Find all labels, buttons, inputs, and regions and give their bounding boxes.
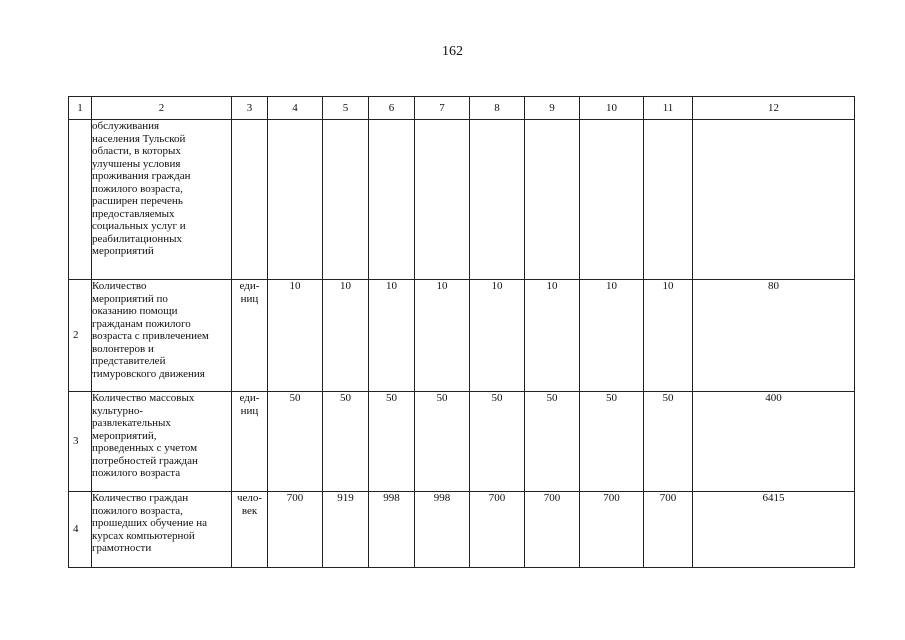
indicator-name-line: тимуровского движения: [92, 367, 205, 380]
page-number: 162: [442, 44, 463, 59]
value-cell: 700: [268, 492, 323, 568]
header-cell: 2: [92, 97, 232, 120]
value-cell: [470, 120, 525, 280]
indicator-name-line: Количество: [92, 280, 147, 292]
indicator-name-line: мероприятий: [92, 245, 154, 257]
unit-line: ниц: [240, 292, 259, 305]
table-row: [69, 392, 855, 492]
header-cell: 10: [580, 97, 644, 120]
indicator-name-line: оказанию помощи: [92, 305, 178, 317]
unit-line: еди-: [239, 392, 260, 404]
indicator-name-line: улучшены условия: [92, 157, 181, 170]
indicator-name-cell: [92, 280, 232, 392]
value-cell: [323, 120, 369, 280]
value-cell: 919: [323, 492, 369, 568]
indicator-name-line: гражданам пожилого: [92, 317, 191, 330]
row-number-cell: 4: [69, 492, 92, 568]
value-cell: 700: [525, 492, 580, 568]
header-cell: 5: [323, 97, 369, 120]
value-cell: 998: [415, 492, 470, 568]
row-number-cell: 2: [69, 280, 92, 392]
indicator-name-line: мероприятий по: [92, 292, 168, 305]
indicator-name-line: потребностей граждан: [92, 454, 198, 467]
indicator-name-line: обслуживания: [92, 120, 160, 132]
total-cell: 6415: [693, 492, 855, 568]
value-cell: 50: [369, 392, 415, 492]
indicator-name-line: Количество массовых: [92, 392, 195, 404]
header-cell: 12: [693, 97, 855, 120]
indicator-name-line: проведенных с учетом: [92, 442, 198, 454]
unit-line: век: [241, 504, 258, 517]
indicator-name-line: развлекательных: [92, 417, 171, 429]
header-cell: 8: [470, 97, 525, 120]
value-cell: 50: [470, 392, 525, 492]
value-cell: 998: [369, 492, 415, 568]
indicator-name-cell: [92, 492, 232, 568]
indicator-name-line: пожилого возраста,: [92, 182, 183, 195]
indicator-name-line: представителей: [92, 355, 166, 367]
indicator-name-line: возраста с привлечением: [92, 330, 209, 342]
indicator-name-cell: [92, 392, 232, 492]
indicator-name-line: социальных услуг и: [92, 220, 186, 232]
table-row: [69, 492, 855, 568]
value-cell: 10: [644, 280, 693, 392]
value-cell: 50: [525, 392, 580, 492]
value-cell: 50: [268, 392, 323, 492]
indicator-name-line: пожилого возраста: [92, 467, 181, 479]
row-number-cell: 3: [69, 392, 92, 492]
unit-line: ниц: [240, 404, 259, 417]
indicator-name-line: проживания граждан: [92, 170, 191, 182]
value-cell: 700: [580, 492, 644, 568]
value-cell: 10: [369, 280, 415, 392]
unit-cell: [232, 280, 268, 392]
value-cell: 10: [268, 280, 323, 392]
value-cell: [644, 120, 693, 280]
unit-cell: [232, 492, 268, 568]
indicator-name-line: мероприятий,: [92, 429, 157, 442]
value-cell: 50: [415, 392, 470, 492]
header-cell: 9: [525, 97, 580, 120]
total-cell: 400: [693, 392, 855, 492]
value-cell: [415, 120, 470, 280]
value-cell: 700: [644, 492, 693, 568]
value-cell: 10: [580, 280, 644, 392]
value-cell: 50: [580, 392, 644, 492]
table-row: [69, 280, 855, 392]
value-cell: 10: [470, 280, 525, 392]
indicator-name-line: населения Тульской: [92, 132, 186, 145]
unit-cell: [232, 392, 268, 492]
unit-line: еди-: [239, 280, 260, 292]
indicator-name-line: предоставляемых: [92, 207, 175, 220]
indicators-table: [68, 96, 855, 568]
value-cell: 10: [323, 280, 369, 392]
value-cell: [369, 120, 415, 280]
header-cell: 3: [232, 97, 268, 120]
indicator-name-line: расширен перечень: [92, 195, 183, 207]
indicator-name-line: реабилитационных: [92, 232, 183, 245]
header-cell: 7: [415, 97, 470, 120]
total-cell: 80: [693, 280, 855, 392]
table-row: [69, 120, 855, 280]
indicator-name-line: волонтеров и: [92, 342, 154, 355]
value-cell: 50: [644, 392, 693, 492]
indicator-name-line: грамотности: [92, 542, 152, 554]
indicator-name-line: области, в которых: [92, 145, 181, 157]
value-cell: 50: [323, 392, 369, 492]
header-cell: 11: [644, 97, 693, 120]
unit-line: чело-: [236, 492, 263, 504]
indicator-name-line: Количество граждан: [92, 492, 189, 504]
value-cell: 10: [415, 280, 470, 392]
value-cell: [525, 120, 580, 280]
unit-cell: [232, 120, 268, 280]
header-cell: 6: [369, 97, 415, 120]
header-cell: 1: [69, 97, 92, 120]
value-cell: 700: [470, 492, 525, 568]
value-cell: [268, 120, 323, 280]
indicator-name-cell: [92, 120, 232, 280]
indicator-name-line: прошедших обучение на: [92, 517, 208, 529]
total-cell: [693, 120, 855, 280]
row-number-cell: [69, 120, 92, 280]
header-cell: 4: [268, 97, 323, 120]
indicator-name-line: пожилого возраста,: [92, 504, 183, 517]
value-cell: 10: [525, 280, 580, 392]
value-cell: [580, 120, 644, 280]
table-header-row: [69, 97, 855, 120]
indicator-name-line: культурно-: [92, 404, 144, 417]
indicator-name-line: курсах компьютерной: [92, 529, 195, 542]
